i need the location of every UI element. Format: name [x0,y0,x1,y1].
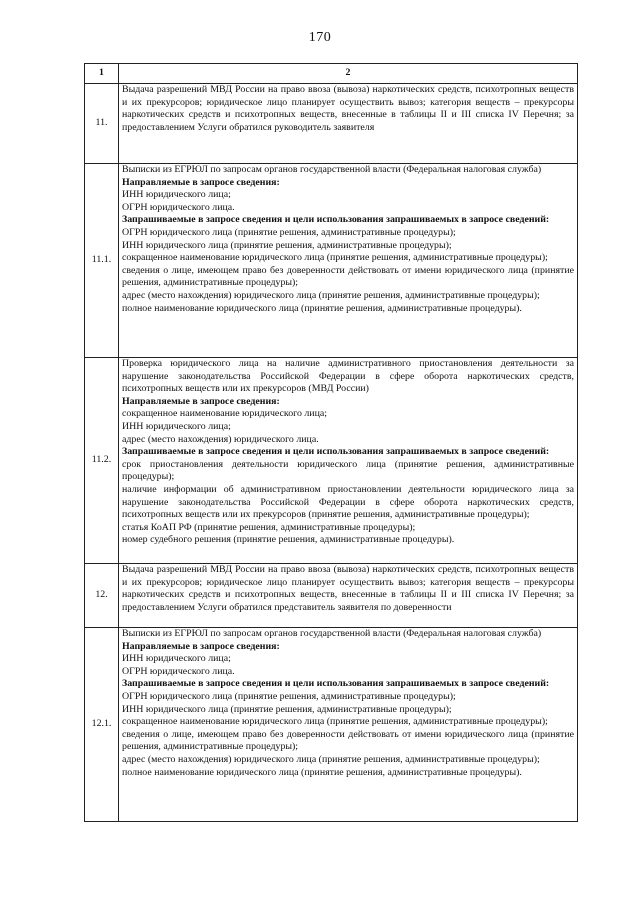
content-line: ОГРН юридического лица. [122,665,235,677]
content-line: ИНН юридического лица; [122,420,231,432]
content-line: Выписки из ЕГРЮЛ по запросам органов государственной власти (Федеральная налоговая служба) [122,628,542,639]
services-table [84,63,578,822]
header-col-1: 1 [85,64,119,84]
content-line: ОГРН юридического лица. [122,201,235,213]
section-heading: Направляемые в запросе сведения: [122,395,280,407]
section-heading: Направляемые в запросе сведения: [122,176,280,188]
content-line: Выдача разрешений МВД России на право ввоза (вывоза) наркотических средств, психотропных веществ и их прекурсоров; юридическое лицо планирует осуществить вывоз; категория веществ – прекурсоры наркотических средств и психотропных веществ, внесенные в таблицы II и III списка IV Перечня; за предоставлением Услуги обратился руководитель заявителя [122,84,574,133]
content-line: сокращенное наименование юридического лица (принятие решения, административные процедуры); [122,716,548,728]
table-row-12 [85,564,578,628]
content-line: статья КоАП РФ (принятие решения, административные процедуры); [122,521,416,533]
table-row-11 [85,84,578,164]
row-content [119,564,578,628]
row-content [119,358,578,564]
content-line: Выписки из ЕГРЮЛ по запросам органов государственной власти (Федеральная налоговая служба) [122,164,542,175]
content-line: ИНН юридического лица (принятие решения, административные процедуры); [122,703,452,715]
content-line: полное наименование юридического лица (принятие решения, административные процедуры). [122,766,522,778]
content-line: сокращенное наименование юридического лица; [122,408,328,420]
content-line: ИНН юридического лица; [122,653,231,665]
section-heading: Направляемые в запросе сведения: [122,640,280,652]
content-line: полное наименование юридического лица (принятие решения, административные процедуры). [122,302,522,314]
row-number: 11. [85,84,119,164]
section-heading: Запрашиваемые в запросе сведения и цели использования запрашиваемых в запросе сведений: [122,446,550,458]
table-row-11-1 [85,164,578,358]
row-number: 11.1. [85,164,119,358]
content-line: сведения о лице, имеющем право без доверенности действовать от имени юридического лица (принятие решения, административные процедуры); [122,728,574,753]
content-line: номер судебного решения (принятие решения, административные процедуры). [122,534,455,546]
content-line: срок приостановления деятельности юридического лица (принятие решения, административные процедуры); [122,458,574,483]
content-line: наличие информации об административном приостановлении деятельности юридического лица за нарушение законодательства Российской Федерации в сфере оборота наркотических средств, психотропных веществ или их прекурсоров (принятие решения, административные процедуры); [122,483,574,521]
content-line: ОГРН юридического лица (принятие решения, административные процедуры); [122,690,456,702]
row-number: 12. [85,564,119,628]
content-line: ИНН юридического лица (принятие решения, административные процедуры); [122,239,452,251]
row-number: 11.2. [85,358,119,564]
section-heading: Запрашиваемые в запросе сведения и цели использования запрашиваемых в запросе сведений: [122,214,550,226]
table-row-12-1 [85,628,578,822]
content-line: адрес (место нахождения) юридического лица. [122,433,319,445]
row-content [119,84,578,164]
table-row-11-2 [85,358,578,564]
row-content [119,164,578,358]
content-line: адрес (место нахождения) юридического лица (принятие решения, административные процедуры); [122,753,540,765]
page-number: 170 [308,30,332,45]
content-line: адрес (место нахождения) юридического лица (принятие решения, административные процедуры); [122,289,540,301]
content-line: ИНН юридического лица; [122,189,231,201]
row-content [119,628,578,822]
header-col-2: 2 [119,64,578,84]
content-line: ОГРН юридического лица (принятие решения, административные процедуры); [122,226,456,238]
section-heading: Запрашиваемые в запросе сведения и цели использования запрашиваемых в запросе сведений: [122,678,550,690]
content-line: Проверка юридического лица на наличие административного приостановления деятельности за нарушение законодательства Российской Федерации в сфере оборота наркотических средств, психотропных веществ или их прекурсоров (МВД России) [122,358,574,395]
row-number: 12.1. [85,628,119,822]
content-line: Выдача разрешений МВД России на право ввоза (вывоза) наркотических средств, психотропных веществ и их прекурсоров; юридическое лицо планирует осуществить вывоз; категория веществ – прекурсоры наркотических средств и психотропных веществ, внесенные в таблицы II и III списка IV Перечня; за предоставлением Услуги обратился представитель заявителя по доверенности [122,564,574,613]
table-header-row [85,64,578,84]
content-line: сокращенное наименование юридического лица (принятие решения, административные процедуры); [122,252,548,264]
content-line: сведения о лице, имеющем право без доверенности действовать от имени юридического лица (принятие решения, административные процедуры); [122,264,574,289]
